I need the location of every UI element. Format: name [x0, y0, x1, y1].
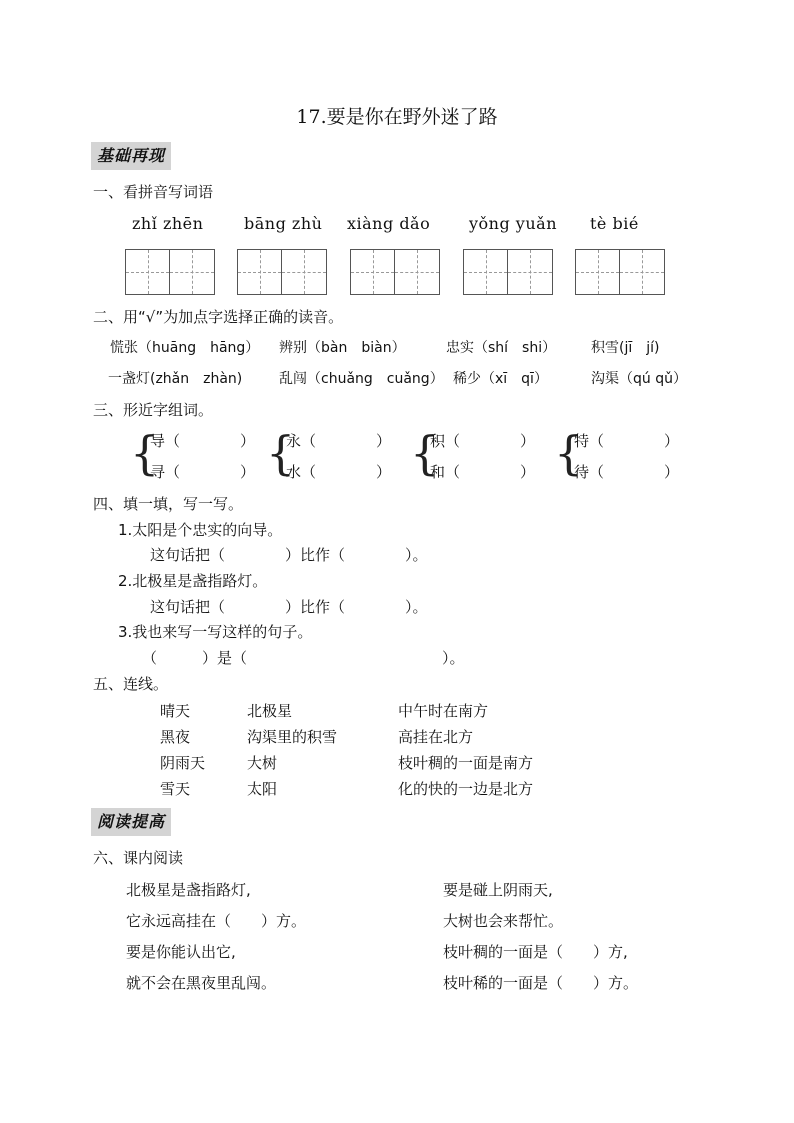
- writing-grid-3[interactable]: [350, 249, 440, 295]
- brace-icon: {: [410, 426, 440, 480]
- q3-word: 寻（ ）: [150, 463, 256, 481]
- q5-col1-item: 阴雨天: [160, 754, 206, 772]
- q2-item: 积雪(jī jí): [591, 340, 660, 356]
- q3-word: 和（ ）: [430, 463, 536, 481]
- q5-col2-item: 北极星: [247, 702, 293, 720]
- q5-col3-item: 中午时在南方: [398, 702, 489, 720]
- q3-heading: 三、形近字组词。: [93, 401, 214, 419]
- q4-line: 2.北极星是盏指路灯。: [118, 572, 268, 590]
- q5-col2-item: 太阳: [247, 780, 278, 798]
- q3-word: 待（ ）: [574, 463, 680, 481]
- q6-right-line: 要是碰上阴雨天,: [443, 881, 553, 899]
- q5-heading: 五、连线。: [93, 675, 169, 693]
- pinyin-1: zhǐ zhēn: [132, 214, 204, 233]
- q4-line: 1.太阳是个忠实的向导。: [118, 521, 283, 539]
- q5-col3-item: 化的快的一边是北方: [398, 780, 534, 798]
- q2-heading: 二、用“√”为加点字选择正确的读音。: [93, 308, 344, 326]
- q5-col3-item: 高挂在北方: [398, 728, 474, 746]
- q2-item: 一盏灯(zhǎn zhàn): [108, 371, 243, 387]
- q5-col1-item: 晴天: [160, 702, 191, 720]
- q6-right-line: 大树也会来帮忙。: [443, 912, 564, 930]
- writing-grid-2[interactable]: [237, 249, 327, 295]
- q4-line: 这句话把（ ）比作（ ）。: [150, 598, 428, 616]
- q5-col2-item: 沟渠里的积雪: [247, 728, 338, 746]
- brace-icon: {: [130, 426, 160, 480]
- q3-word: 特（ ）: [574, 432, 680, 450]
- pinyin-5: tè bié: [590, 214, 639, 233]
- q6-left-line: 要是你能认出它,: [126, 943, 236, 961]
- q5-col1-item: 雪天: [160, 780, 191, 798]
- q5-col2-item: 大树: [247, 754, 278, 772]
- q4-heading: 四、填一填，写一写。: [93, 495, 244, 513]
- pinyin-3: xiàng dǎo: [347, 214, 431, 233]
- pinyin-4: yǒng yuǎn: [469, 214, 557, 233]
- q2-item: 辨别（bàn biàn）: [279, 340, 406, 356]
- q2-item: 乱闯（chuǎng cuǎng）: [279, 371, 444, 387]
- q2-item: 沟渠（qú qǔ）: [591, 371, 687, 387]
- q3-word: 水（ ）: [286, 463, 392, 481]
- q6-left-line: 就不会在黑夜里乱闯。: [126, 974, 277, 992]
- q6-left-line: 北极星是盏指路灯,: [126, 881, 251, 899]
- page-title: 17.要是你在野外迷了路: [296, 106, 498, 128]
- q6-right-line: 枝叶稠的一面是（ ）方,: [443, 943, 628, 961]
- q4-line: 这句话把（ ）比作（ ）。: [150, 546, 428, 564]
- pinyin-2: bāng zhù: [244, 214, 323, 233]
- writing-grid-5[interactable]: [575, 249, 665, 295]
- section-badge-reading: 阅读提高: [91, 808, 171, 836]
- q6-heading: 六、课内阅读: [93, 849, 184, 867]
- q5-col3-item: 枝叶稠的一面是南方: [398, 754, 534, 772]
- q6-right-line: 枝叶稀的一面是（ ）方。: [443, 974, 639, 992]
- q2-item: 慌张（huāng hāng）: [110, 340, 260, 356]
- q4-line: （ ）是（ ）。: [142, 649, 465, 667]
- writing-grid-1[interactable]: [125, 249, 215, 295]
- q2-item: 忠实（shí shi）: [446, 340, 557, 356]
- q2-item: 稀少（xī qī）: [453, 371, 548, 387]
- q1-heading: 一、看拼音写词语: [93, 183, 214, 201]
- q3-word: 永（ ）: [286, 432, 392, 450]
- q6-left-line: 它永远高挂在（ ）方。: [126, 912, 307, 930]
- writing-grid-4[interactable]: [463, 249, 553, 295]
- brace-icon: {: [554, 426, 584, 480]
- section-badge-basic: 基础再现: [91, 142, 171, 170]
- q3-word: 积（ ）: [430, 432, 536, 450]
- brace-icon: {: [266, 426, 296, 480]
- q3-word: 导（ ）: [150, 432, 256, 450]
- q5-col1-item: 黑夜: [160, 728, 191, 746]
- q4-line: 3.我也来写一写这样的句子。: [118, 623, 313, 641]
